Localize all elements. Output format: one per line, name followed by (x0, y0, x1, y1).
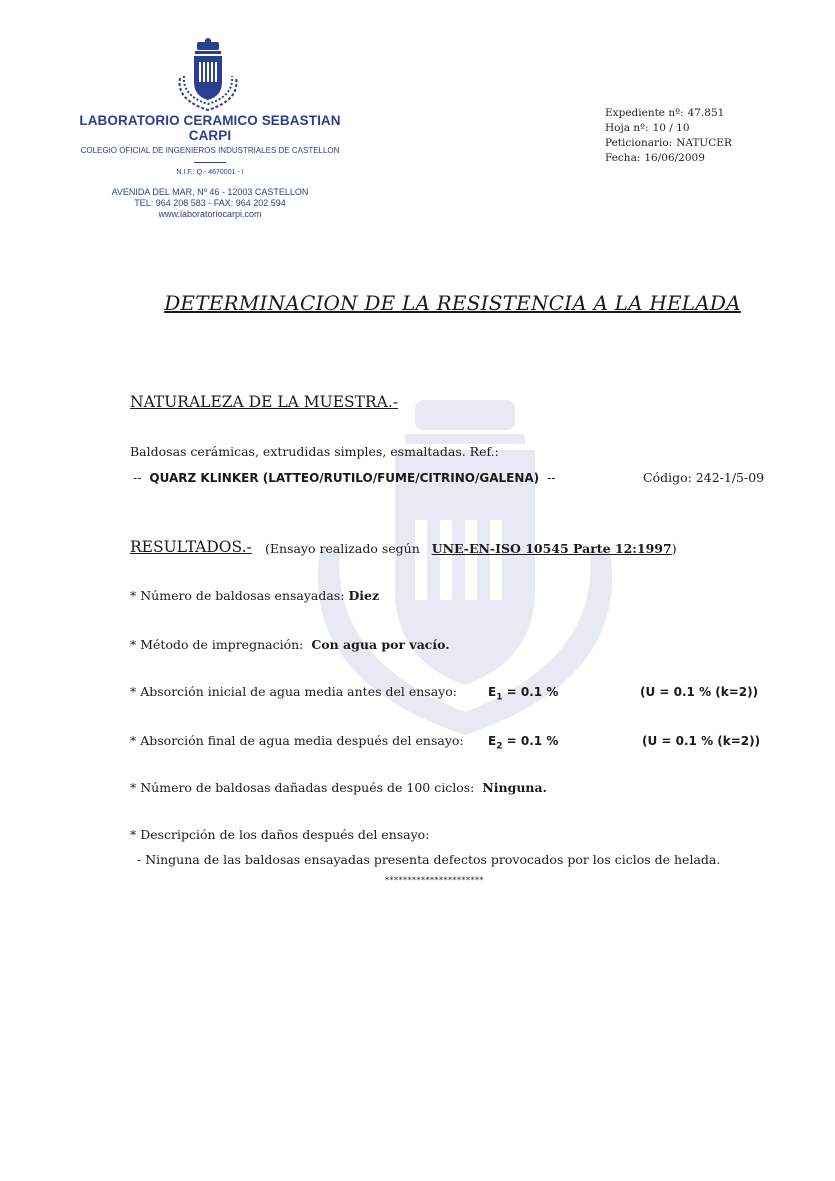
hoja-value: 10 / 10 (652, 122, 690, 134)
sample-reference-line: -- QUARZ KLINKER (LATTEO/RUTILO/FUME/CITRINO/GALENA) -- (133, 470, 556, 485)
header-divider (194, 162, 226, 163)
document-metadata (605, 106, 736, 166)
damaged-tiles-line: * Número de baldosas dañadas después de 100 ciclos: Ninguna. (130, 780, 547, 795)
test-method: (Ensayo realizado según UNE-EN-ISO 10545 Parte 12:1997) (265, 541, 677, 556)
expediente-value: 47.851 (687, 107, 725, 119)
test-standard: UNE-EN-ISO 10545 Parte 12:1997 (431, 541, 672, 556)
final-absorption-value: $E_2 = 0.1$ % (488, 734, 559, 752)
damage-description-label: * Descripción de los daños después del ensayo: (130, 827, 430, 842)
final-absorption-line: * Absorción final de agua media después del ensayo: (130, 733, 464, 748)
sample-reference: QUARZ KLINKER (LATTEO/RUTILO/FUME/CITRINO/GALENA) (149, 471, 540, 485)
sample-code: Código: 242-1/5-09 (643, 470, 765, 485)
results-section-heading: RESULTADOS.- (130, 538, 252, 556)
final-absorption-uncertainty: (U = 0.1 % (k=2)) (642, 734, 761, 748)
initial-absorption-value: $E_1 = 0.1$ % (488, 685, 559, 703)
initial-absorption-line: * Absorción inicial de agua media antes del ensayo: (130, 684, 457, 699)
impregnation-method-line: * Método de impregnación: Con agua por vacío. (130, 637, 450, 652)
lab-address: AVENIDA DEL MAR, Nº 46 - 12003 CASTELLON (111, 187, 309, 197)
nif-number: N.I.F.: Q - 4670001 - I (176, 169, 244, 176)
sample-description: Baldosas cerámicas, extrudidas simples, esmaltadas. Ref.: (130, 444, 499, 459)
lab-website: www.laboratoriocarpi.com (158, 209, 262, 219)
tile-count-line: * Número de baldosas ensayadas: Diez (130, 588, 380, 603)
document-title: DETERMINACION DE LA RESISTENCIA A LA HELADA (164, 291, 741, 315)
damaged-tiles-value: Ninguna. (482, 780, 547, 795)
peticionario-label: Peticionario: (605, 137, 673, 149)
fecha-label: Fecha: (605, 152, 641, 164)
end-of-report-marker: ********************** (385, 876, 484, 885)
fecha-value: 16/06/2009 (644, 152, 705, 164)
laboratory-crest-logo (170, 38, 246, 114)
initial-absorption-uncertainty: (U = 0.1 % (k=2)) (640, 685, 759, 699)
lab-phone: TEL: 964 208 583 - FAX: 964 202 594 (134, 198, 286, 208)
college-name: COLEGIO OFICIAL DE INGENIEROS INDUSTRIALES DE CASTELLON (80, 146, 340, 155)
peticionario-value: NATUCER (676, 137, 732, 149)
laboratory-header (60, 113, 360, 220)
damage-description-value: - Ninguna de las baldosas ensayadas presenta defectos provocados por los ciclos de helada. (137, 852, 721, 867)
expediente-label: Expediente nº: (605, 107, 684, 119)
laboratory-name: LABORATORIO CERAMICO SEBASTIAN CARPI (79, 113, 341, 143)
hoja-label: Hoja nº: (605, 122, 649, 134)
sample-section-heading: NATURALEZA DE LA MUESTRA.- (130, 393, 398, 411)
impregnation-method-value: Con agua por vacío. (311, 637, 450, 652)
tile-count-value: Diez (348, 588, 380, 603)
